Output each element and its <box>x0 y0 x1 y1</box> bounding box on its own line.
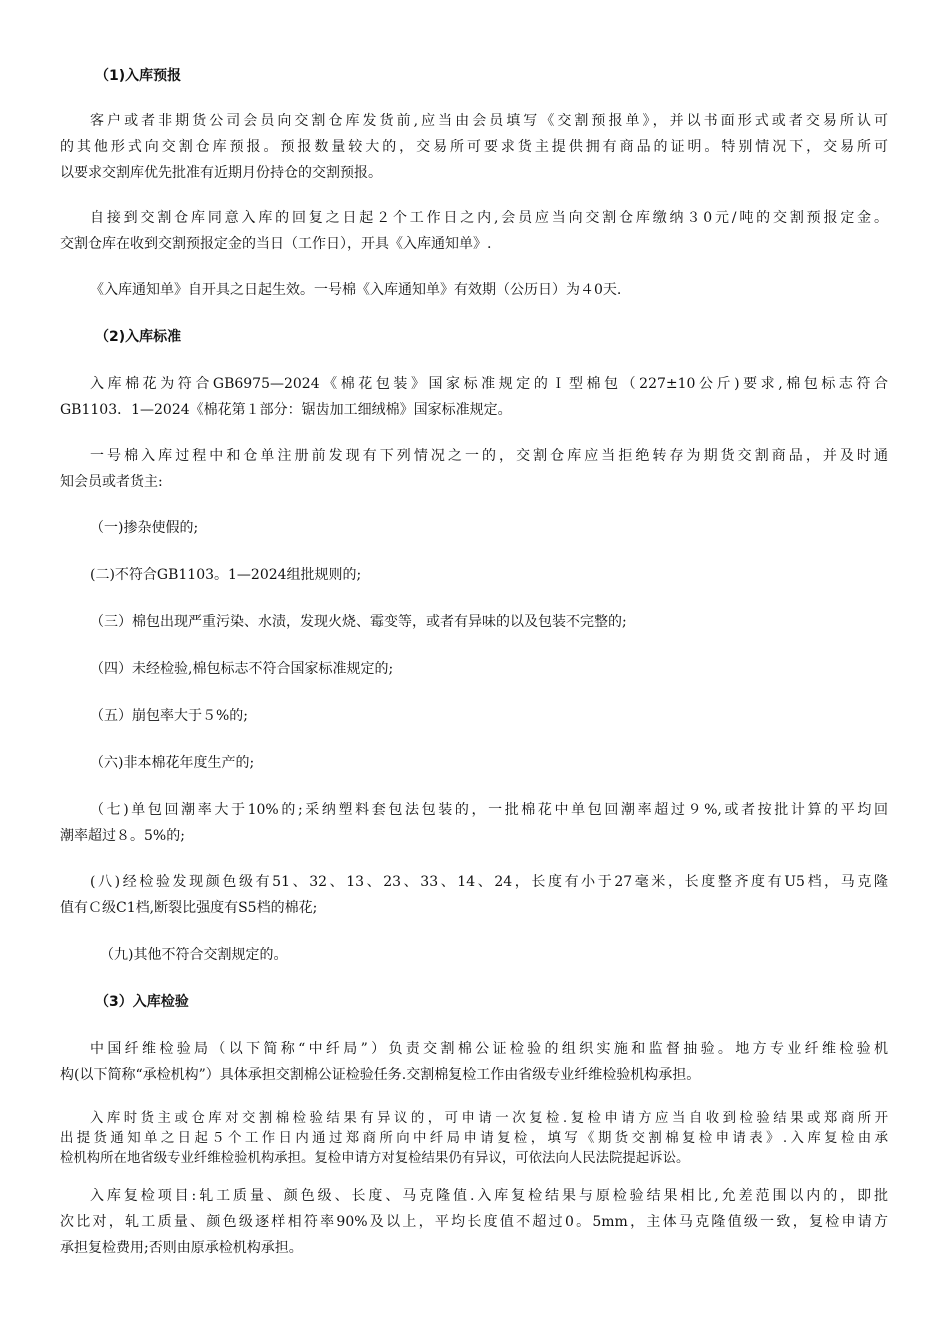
paragraph-line: 出提货通知单之日起５个工作日内通过郑商所向中纤局申请复检，填写《期货交割棉复检申请表》.入库复检由承 <box>60 1131 888 1146</box>
paragraph-line: 一号棉入库过程中和仓单注册前发现有下列情况之一的，交割仓库应当拒绝转存为期货交割商品，并及时通 <box>90 448 888 464</box>
section-heading-1: （1)入库预报 <box>95 68 182 84</box>
list-item-continuation: 潮率超过８。5%的; <box>60 828 185 844</box>
list-item: (二)不符合GB1103。1—2024组批规则的; <box>90 567 362 583</box>
list-item: （四）未经检验,棉包标志不符合国家标准规定的; <box>90 661 394 677</box>
paragraph-line: 入库复检项目:轧工质量、颜色级、长度、马克隆值.入库复检结果与原检验结果相比,允差范围以内的，即批 <box>90 1188 888 1204</box>
list-item: （五）崩包率大于５%的; <box>90 708 249 724</box>
list-item: （一)掺杂使假的; <box>90 520 199 536</box>
paragraph-line: 交割仓库在收到交割预报定金的当日（工作日），开具《入库通知单》. <box>60 236 492 252</box>
paragraph-line: 客户或者非期货公司会员向交割仓库发货前,应当由会员填写《交割预报单》，并以书面形式或者交易所认可 <box>90 113 888 129</box>
section-heading-2: （2)入库标准 <box>95 329 182 345</box>
paragraph-line: 构(以下简称“承检机构”）具体承担交割棉公证检验任务.交割棉复检工作由省级专业纤维检验机构承担。 <box>60 1067 701 1083</box>
paragraph-line: 次比对，轧工质量、颜色级逐样相符率90%及以上，平均长度值不超过0。5mm，主体马克隆值级一致，复检申请方 <box>60 1214 888 1230</box>
paragraph-line: 入库时货主或仓库对交割棉检验结果有异议的，可申请一次复检.复检申请方应当自收到检验结果或郑商所开 <box>90 1111 888 1126</box>
list-item: （六)非本棉花年度生产的; <box>90 755 255 771</box>
paragraph-line: 检机构所在地省级专业纤维检验机构承担。复检申请方对复检结果仍有异议，可依法向人民法院提起诉讼。 <box>60 1151 690 1166</box>
paragraph-line: 知会员或者货主: <box>60 474 163 490</box>
paragraph-line: 入库棉花为符合GB6975—2024《棉花包装》国家标准规定的Ｉ型棉包（227±10公斤)要求,棉包标志符合 <box>90 376 888 392</box>
list-item-continuation: 值有Ｃ级C1档,断裂比强度有S5档的棉花; <box>60 900 318 916</box>
list-item: （三）棉包出现严重污染、水渍，发现火烧、霉变等，或者有异味的以及包装不完整的; <box>90 614 627 630</box>
section-heading-3: （3）入库检验 <box>95 994 189 1010</box>
paragraph-line: 承担复检费用;否则由原承检机构承担。 <box>60 1240 303 1256</box>
paragraph-line: 的其他形式向交割仓库预报。预报数量较大的，交易所可要求货主提供拥有商品的证明。特别情况下，交易所可 <box>60 139 888 155</box>
list-item: (八)经检验发现颜色级有51、32、13、23、33、14、24，长度有小于27毫米，长度整齐度有U5档，马克隆 <box>90 874 888 890</box>
paragraph-line: 以要求交割库优先批准有近期月份持仓的交割预报。 <box>60 165 382 181</box>
paragraph-line: 《入库通知单》自开具之日起生效。一号棉《入库通知单》有效期（公历日）为４0天. <box>90 282 622 298</box>
paragraph-line: 中国纤维检验局（以下简称“中纤局”）负责交割棉公证检验的组织实施和监督抽验。地方专业纤维检验机 <box>90 1041 888 1057</box>
paragraph-line: 自接到交割仓库同意入库的回复之日起２个工作日之内,会员应当向交割仓库缴纳３0元/吨的交割预报定金。 <box>90 210 888 226</box>
list-item: （七)单包回潮率大于10%的;采纳塑料套包法包装的，一批棉花中单包回潮率超过９%,或者按批计算的平均回 <box>90 802 888 818</box>
paragraph-line: GB1103．1—2024《棉花第１部分：锯齿加工细绒棉》国家标准规定。 <box>60 402 512 418</box>
list-item: （九)其他不符合交割规定的。 <box>100 947 288 963</box>
